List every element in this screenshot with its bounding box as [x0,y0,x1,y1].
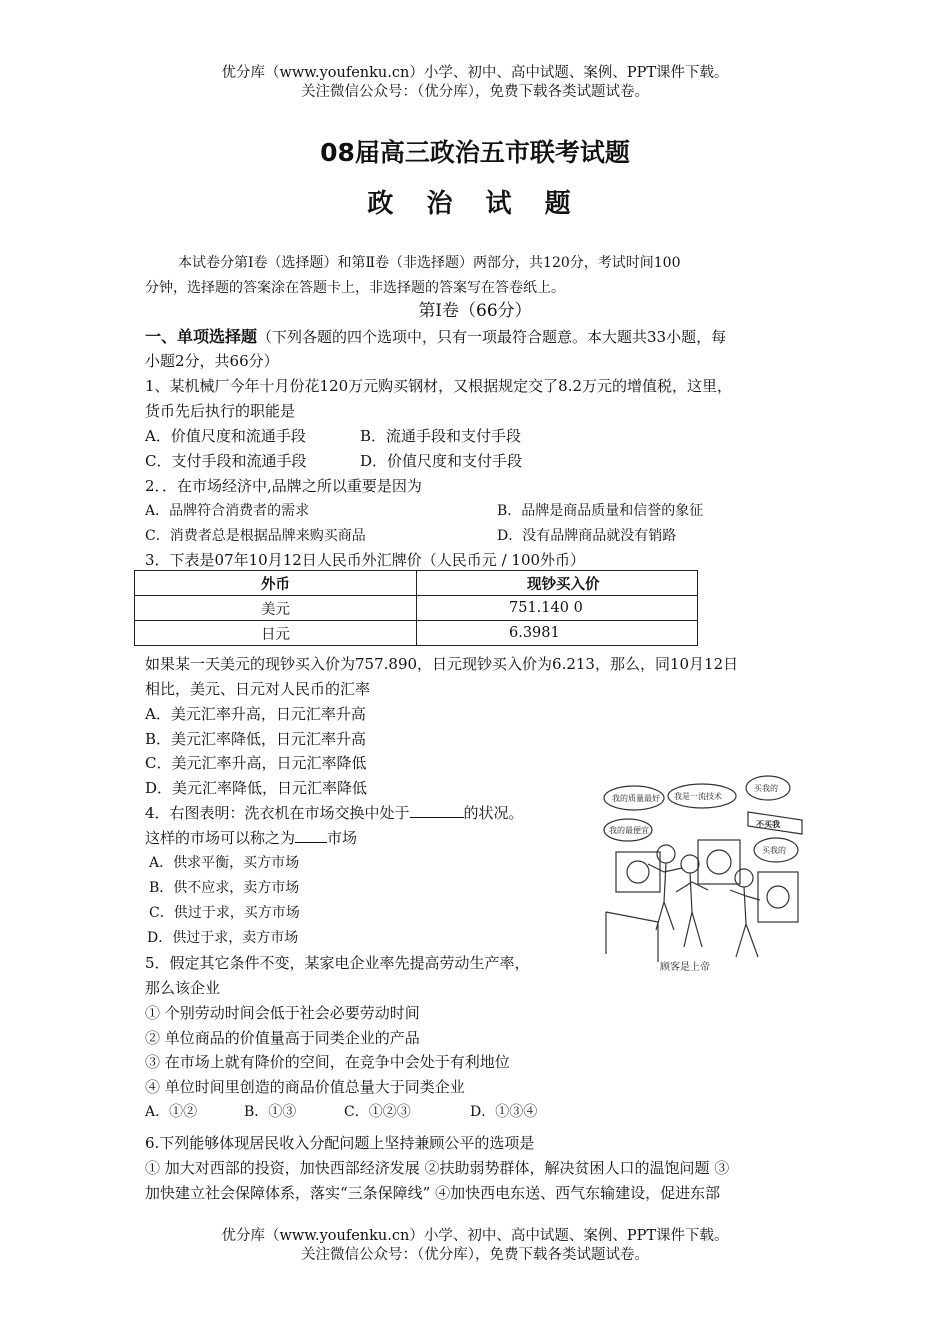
cartoon-bubble-2-text: 我是一流技术 [674,792,722,801]
q4-stem-1 [145,803,524,823]
q3-stem: 3．下表是07年10月12日人民币外汇牌价（人民币元 / 100外币） [145,551,586,569]
q5-stem-1: 5．假定其它条件不变，某家电企业率先提高劳动生产率， [145,954,530,972]
q3-option-a: A．美元汇率升高，日元汇率升高 [145,705,366,723]
header-line-2: 关注微信公众号：（优分库），免费下载各类试题试卷。 [301,84,649,100]
q3-option-b: B．美元汇率降低，日元汇率升高 [145,730,367,748]
section1-heading-line [145,327,726,347]
q5-stem-2: 那么该企业 [145,979,221,997]
table-cell-price: 751.140 0 [417,596,698,621]
table-cell-currency: 美元 [135,596,417,621]
q2-option-a: A．品牌符合消费者的需求 [145,503,310,519]
washing-machine-cartoon [598,772,810,977]
q4-option-b: B．供不应求，卖方市场 [149,880,300,896]
q4-stem-2b: 市场 [327,829,358,847]
shop-counter [606,912,658,962]
q4-stem-2a: 这样的市场可以称之为 [145,829,296,847]
section1-heading: 一、单项选择题 [145,327,258,346]
shop-sign-text: 不买我 [756,820,780,829]
cartoon-bubble-5-text: 买我的 [762,846,786,855]
intro-line-2: 分钟，选择题的答案涂在答题卡上，非选择题的答案写在答卷纸上。 [145,280,565,296]
cartoon-bubble-3-text: 买我的 [754,784,778,793]
washing-machine-3 [758,872,798,922]
q5-option-d: D．①③④ [470,1104,538,1120]
washing-machine-door-icon [707,850,731,874]
page-header [0,64,950,102]
q3-follow-2: 相比，美元、日元对人民币的汇率 [145,680,371,698]
q2-option-d: D．没有品牌商品就没有销路 [497,528,677,544]
washing-machine-1 [616,852,660,892]
customer-figure-head [681,855,699,873]
q1-option-b: B．流通手段和支付手段 [360,427,522,445]
washing-machine-door-icon [767,886,789,908]
q4-stem-1b: 的状况。 [463,804,524,822]
q1-stem-2: 货币先后执行的职能是 [145,402,296,420]
footer-line-1: 优分库（www.youfenku.cn）小学、初中、高中试题、案例、PPT课件下载。 [221,1228,729,1244]
exam-subtitle: 政 治 试 题 [367,189,583,219]
q4-option-d: D．供过于求，卖方市场 [147,930,299,946]
part1-title: 第Ⅰ卷（66分） [418,301,532,321]
exam-title: 08届高三政治五市联考试题 [320,138,630,167]
q4-stem-1a: 4．右图表明：洗衣机在市场交换中处于 [145,804,410,822]
q4-stem-2 [145,828,357,848]
q1-option-a: A．价值尺度和流通手段 [145,427,306,445]
footer-line-2: 关注微信公众号：（优分库），免费下载各类试题试卷。 [301,1247,649,1263]
q5-statement-3: ③ 在市场上就有降价的空间，在竞争中会处于有利地位 [145,1053,510,1071]
q5-option-a: A．①② [145,1104,198,1120]
table-row [135,621,698,646]
table-cell-currency: 日元 [135,621,417,646]
intro-line-1: 本试卷分第Ⅰ卷（选择题）和第Ⅱ卷（非选择题）两部分，共120分，考试时间100 [178,255,681,271]
washing-machine-2 [698,840,740,884]
q3-follow-1: 如果某一天美元的现钞买入价为757.890，日元现钞买入价为6.213，那么，同10月12日 [145,655,739,673]
q4-answer-blank-2 [295,828,327,843]
q3-option-d: D．美元汇率降低，日元汇率降低 [145,779,368,797]
page-footer [0,1227,950,1265]
cartoon-bubble-1-text: 我的质量最好 [612,794,660,803]
q4-option-c: C．供过于求，买方市场 [149,905,300,921]
exchange-rate-table [134,570,698,646]
q4-option-a: A．供求平衡，买方市场 [149,855,300,871]
q5-statement-4: ④ 单位时间里创造的商品价值总量大于同类企业 [145,1078,465,1096]
q6-stem: 6.下列能够体现居民收入分配问题上坚持兼顾公平的选项是 [145,1134,535,1152]
cartoon-bubble-4-text: 我的最便宜 [609,826,649,835]
q6-statement-line-2: 加快建立社会保障体系，落实“三条保障线” ④加快西电东送、西气东输建设，促进东部 [145,1184,721,1202]
cartoon-caption: 顾客是上帝 [660,962,710,973]
q1-option-d: D．价值尺度和支付手段 [360,452,523,470]
header-line-1: 优分库（www.youfenku.cn）小学、初中、高中试题、案例、PPT课件下载。 [221,65,729,81]
seller-figure-body [730,887,760,957]
table-header-price: 现钞买入价 [417,571,698,596]
table-header-currency: 外币 [135,571,417,596]
washing-machine-door-icon [627,861,649,883]
table-cell-price: 6.3981 [417,621,698,646]
section1-desc-2: 小题2分，共66分） [145,352,279,370]
q5-statement-2: ② 单位商品的价值量高于同类企业的产品 [145,1029,420,1047]
q5-option-b: B．①③ [244,1104,297,1120]
q2-stem: 2．．在市场经济中,品牌之所以重要是因为 [145,477,422,495]
q5-statement-1: ① 个别劳动时间会低于社会必要劳动时间 [145,1004,420,1022]
q2-option-b: B．品牌是商品质量和信誉的象征 [497,503,704,519]
seller-figure-body [648,863,682,930]
section1-desc: （下列各题的四个选项中，只有一项最符合题意。本大题共33小题，每 [257,328,727,346]
q1-stem-1: 1、某机械厂今年十月份花120万元购买钢材，又根据规定交了8.2万元的增值税，这里， [145,377,733,395]
table-row [135,596,698,621]
seller-figure-head [735,869,753,887]
q5-option-c: C．①②③ [344,1104,411,1120]
table-header-row [135,571,698,596]
q2-option-c: C．消费者总是根据品牌来购买商品 [145,528,366,544]
q6-statement-line-1: ① 加大对西部的投资，加快西部经济发展 ②扶助弱势群体，解决贫困人口的温饱问题 ③ [145,1159,730,1177]
q3-option-c: C．美元汇率升高，日元汇率降低 [145,754,367,772]
q1-option-c: C．支付手段和流通手段 [145,452,307,470]
q4-answer-blank-1 [410,803,464,818]
